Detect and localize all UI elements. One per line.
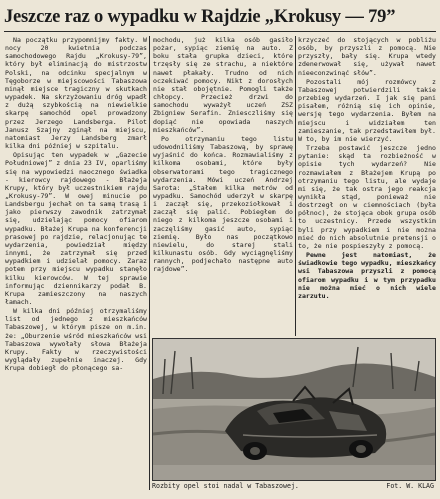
paragraph: krzyczeć do stojących w pobliżu osób, by przyszli z pomocą. Nie przyszły, bały się. Krupa wtedy zdenerwował się, używał nawet nieeconzwinąć słów”. [298,36,436,77]
photo-caption-row [152,482,434,490]
wrecked-car-photo [152,338,436,481]
headline: Jeszcze raz o wypadku w Rajdzie „Krokusy — 79” [4,7,396,27]
paragraph: Po otrzymaniu tego listu udowodniliśmy Tabaszową, by sprawę wyjaśnić do końca. Rozmawialiśmy z kilkoma osobami, które były obserwatorami tego tragicznego wydarzenia. Mówi uczeń Andrzej Sarota: „Stałem kilka metrów od wypadku. Samochód uderzył w skarpę i zaczął się, przekoziołkował i zaczął się palić. Pobiegłem do niego z kilkoma jeszcze osobami i zaczęliśmy gasić auto, sypiąc ziemię. Było nas początkowo niewielu, do starej stali kilkunastu osób. Gdy wyciągnęliśmy rannych, podjechało następne auto rajdowe”. [153,134,293,274]
paragraph: Pewne jest natomiast, że świadkowie tego wypadku, mieszkańcy wsi Tabaszowa przyszli z pomocą ofiarom wypadku i w tym przypadku nie można mieć o nich wiele zarzutu. [298,251,436,300]
paragraph: Na początku przypomnijmy fakty. W nocy 20 kwietnia podczas samochodowego Rajdu „Krokusy-79”, który był eliminacją do mistrzostw Polski, na odcinku specjalnym w Tęgoborze w miejscowości Tabaszowa minął miejsce tragiczny w skutkach wypadek. Na skrzyżowaniu dróg wpadł z dużą szybkością na niewielkie skarpę samochód opel prowadzony przez Jerzego Landsberga. Pilot Janusz Szajny zginął na miejscu, natomiast Jerzy Landsberg zmarł kilka dni później w szpitalu. [5,36,147,151]
photo-caption: Rozbity opel stoi nadal w Tabaszowej. [152,482,299,490]
paragraph: W kilka dni później otrzymaliśmy list od jednego z mieszkańców Tabaszowej, w którym pisze on m.in. że: „Oburzenie wśród mieszkańców wsi Tabaszowa wywołały słowa Błażeja Krupy. Fakty w rzeczywistości wyglądały zupełnie inaczej. Gdy Krupa dobiegł do płonącego sa- [5,307,147,373]
paragraph: mochodu, już kilka osób gasiło pożar, sypiąc ziemię na auto. Z boku stała grupka dzieci, które trzęsły się ze strachu, a niektóre nawet płakały. Trudno od nich oczekiwać pomocy. Nikt z dorosłych nie stał obojętnie. Pomogli także chłopcy. Przecież drzwi do samochodu wyważył uczeń ZSZ Zbigniew Serafin. Zniesczliśmy się dopiąć nie opowiada naszych mieszkańców”. [153,36,293,134]
photo-credit: Fot. W. KLAG [386,482,434,490]
article-column-1 [5,36,147,372]
paragraph: Pozostali mój rozmówcy z Tabaszowej potwierdzili takie przebieg wydarzeń. I jak się pani pisałem, różnią się ich opinie, wersję tego wydarzenia. Byłem na miejscu i widziałem ten zamieszanie, tak przedstawiłem był. W to, by im nie wierzyć. [298,77,436,143]
paragraph: Opisując ten wypadek w „Gazecie Południowej” z dnia 23 IV, oparliśmy się na wypowiedzi naocznego świadka - kierowcy rajdowego - Błażeja Krupy, który był uczestnikiem rajdu „Krokusy-79”. W owej minucie po Landsbergu jechał on ta samą trasą i jako pierwszy zawodnik zatrzymał się, udzielając pomocy ofiarom wypadku. Błażej Krupa na konferencji prasowej po rajdzie, relacjonując te wydarzenia, powiedział między innymi, że zatrzymał się przed wypadkiem i udzielał pomocy. Zaraz potem przy miejscu wypadku stanęło kilku kierowców. W tej sprawie informując dziennikarzy podał B. Krupa zamieszczony na naszych łamach. [5,151,147,306]
column-divider [149,36,150,490]
article-column-3 [298,36,436,300]
paragraph: Trzeba postawić jeszcze jedno pytanie: skąd ta rozbieżność w opisie tych wydarzeń? Nie rozmawiałem z Błażejem Krupą po otrzymaniu tego listu, ale wydaje mi się, że tak ostra jego reakcja wynikła stąd, ponieważ nie dostrzegł on w ciemnościach (była północ), że stojąca obok grupa osób to uczestnicy. Przede wszystkim byli przy wypadkiem i nie można mieć do nich absolutnie pretensji o to, że nie pospieszyły z pomocą. [298,144,436,250]
article-column-2 [153,36,293,274]
column-divider [295,36,296,336]
headline-rule [4,31,436,32]
